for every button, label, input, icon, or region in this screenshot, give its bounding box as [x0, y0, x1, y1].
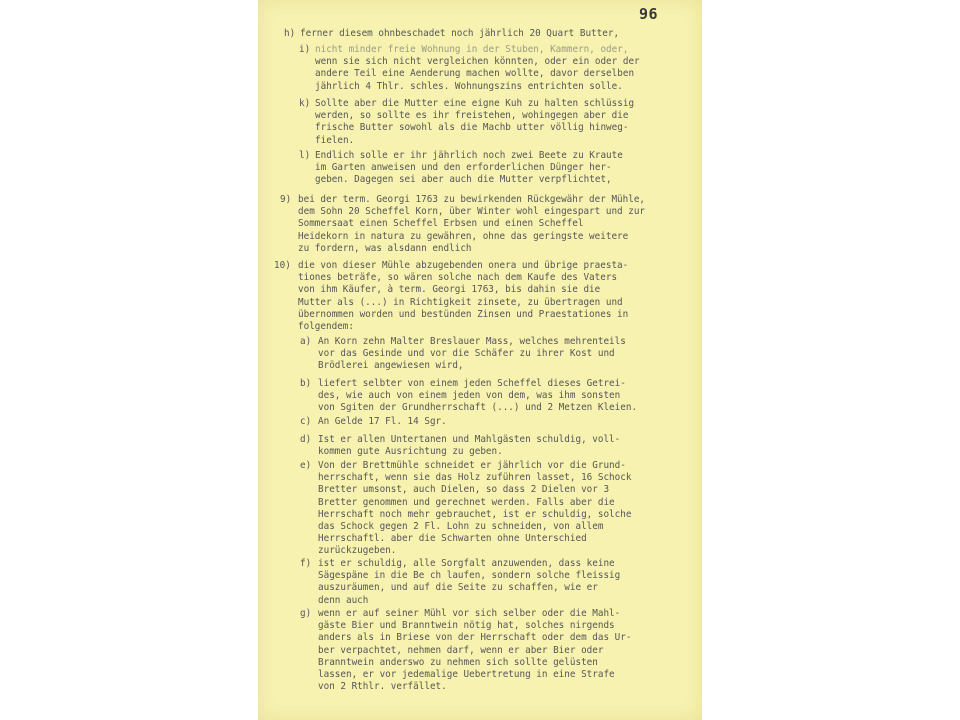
item-c [300, 416, 447, 428]
item-line: Sommersaat einen Scheffel Erbsen und einen Scheffel [298, 218, 584, 230]
item-line: Mutter als (...) in Richtigkeit zinsete, zu übertragen und [298, 296, 623, 308]
item-label: b) [300, 378, 312, 389]
item-line: zu fordern, was alsdann endlich [298, 242, 472, 254]
item-line: andere Teil eine Aenderung machen wollte, davor derselben [315, 68, 635, 80]
item-line: denn auch [318, 594, 369, 606]
item-line: lassen, er vor jedemalige Uebertretung in eine Strafe [318, 669, 615, 681]
item-line: fielen. [315, 134, 355, 146]
item-line: das Schock gegen 2 Fl. Lohn zu schneiden, von allem [318, 521, 604, 533]
item-line: wenn er auf seiner Mühl vor sich selber oder die Mahl- [318, 608, 621, 619]
item-line: Brödlerei angewiesen wird, [318, 360, 464, 372]
item-line: zurückzugeben. [318, 545, 397, 557]
item-line: tiones beträfe, so wären solche nach dem Kaufe des Vaters [298, 272, 618, 284]
item-line: geben. Dagegen sei aber auch die Mutter verpflichtet, [315, 174, 612, 186]
item-label: f) [300, 558, 312, 569]
item-label: d) [300, 434, 312, 445]
item-line: folgendem: [298, 321, 354, 333]
item-line: ferner diesem ohnbeschadet noch jährlich 20 Quart Butter, [300, 28, 620, 39]
item-line: Sägespäne in die Be ch laufen, sondern solche fleissig [318, 570, 621, 582]
item-line: herrschaft, wenn sie das Holz zuführen lasset, 16 Schock [318, 472, 632, 484]
item-label: 10) [274, 260, 291, 271]
item-line: Von der Brettmühle schneidet er jährlich vor die Grund- [318, 460, 626, 471]
page-number: 96 [639, 5, 659, 23]
item-line: An Gelde 17 Fl. 14 Sgr. [318, 416, 447, 427]
item-line: Sollte aber die Mutter eine eigne Kuh zu halten schlüssig [315, 98, 635, 109]
item-line: frische Butter sowohl als die Machb utter völlig hinweg- [315, 122, 629, 134]
item-f [300, 558, 621, 607]
item-line: ist er schuldig, alle Sorgfalt anzuwenden, dass keine [318, 558, 615, 569]
item-line: Ist er allen Untertanen und Mahlgästen schuldig, voll- [318, 434, 621, 445]
item-line: von ihm Käufer, à term. Georgi 1763, bis dahin sie die [298, 284, 601, 296]
item-e [300, 460, 632, 558]
item-line: dem Sohn 20 Scheffel Korn, über Winter wohl eingespart und zur [298, 206, 646, 218]
item-line: nicht minder freie Wohnung in der Stuben, Kammern, oder, [315, 44, 629, 55]
item-label: a) [300, 336, 312, 347]
item-line: jährlich 4 Thlr. schles. Wohnungszins entrichten solle. [315, 80, 623, 92]
item-l [299, 150, 623, 187]
item-line: Herrschaft noch mehr gebrauchet, ist er schuldig, solche [318, 508, 632, 520]
item-line: Branntwein anderswo zu nehmen sich sollte gelüsten [318, 656, 598, 668]
item-h [284, 28, 620, 40]
item-line: von 2 Rthlr. verfället. [318, 681, 447, 693]
item-label: k) [299, 98, 311, 109]
item-label: l) [299, 150, 311, 161]
item-line: Bretter genommen und gerechnet werden. Falls aber die [318, 496, 615, 508]
item-line: des, wie auch von einem jeden von dem, was ihm sonsten [318, 390, 621, 402]
item-k [299, 98, 635, 147]
item-line: gäste Bier und Branntwein nötig hat, solches nirgends [318, 620, 615, 632]
item-line: von Sgiten der Grundherrschaft (...) und 2 Metzen Kleien. [318, 402, 638, 414]
item-line: übernommen worden und bestünden Zinsen und Praestationes in [298, 308, 629, 320]
item-label: i) [299, 44, 311, 55]
item-line: bei der term. Georgi 1763 zu bewirkenden Rückgewähr der Mühle, [298, 194, 646, 205]
item-line: Bretter umsonst, auch Dielen, so dass 2 Dielen vor 3 [318, 484, 610, 496]
item-9 [280, 194, 646, 255]
item-line: ber verpachtet, nehmen darf, wenn er aber Bier oder [318, 644, 604, 656]
item-label: g) [300, 608, 312, 619]
item-line: Heidekorn in natura zu gewähren, ohne das geringste weitere [298, 230, 629, 242]
item-line: kommen gute Ausrichtung zu geben. [318, 446, 503, 458]
item-line: Endlich solle er ihr jährlich noch zwei Beete zu Kraute [315, 150, 623, 161]
item-g [300, 608, 632, 693]
item-line: die von dieser Mühle abzugebenden onera und übrige praesta- [298, 260, 629, 271]
item-label: h) [284, 28, 296, 39]
item-line: An Korn zehn Malter Breslauer Mass, welches mehrenteils [318, 336, 626, 347]
item-a [300, 336, 626, 373]
item-line: anders als in Briese von der Herrschaft oder dem das Ur- [318, 632, 632, 644]
item-label: c) [300, 416, 312, 427]
item-10 [274, 260, 629, 333]
item-line: vor das Gesinde und vor die Schäfer zu ihrer Kost und [318, 348, 615, 360]
item-line: im Garten anweisen und den erforderlichen Dünger her- [315, 162, 612, 174]
item-line: auszuräumen, und auf die Seite zu schaffen, wie er [318, 582, 598, 594]
item-line: werden, so sollte es ihr freistehen, wohingegen aber die [315, 110, 629, 122]
item-line: wenn sie sich nicht vergleichen könnten, oder ein oder der [315, 56, 640, 68]
item-label: e) [300, 460, 312, 471]
item-label: 9) [280, 194, 292, 205]
item-line: liefert selbter von einem jeden Scheffel dieses Getrei- [318, 378, 626, 389]
item-d [300, 434, 621, 458]
item-i [299, 44, 640, 93]
item-line: Herrschaftl. aber die Schwarten ohne Unterschied [318, 533, 587, 545]
item-b [300, 378, 638, 415]
